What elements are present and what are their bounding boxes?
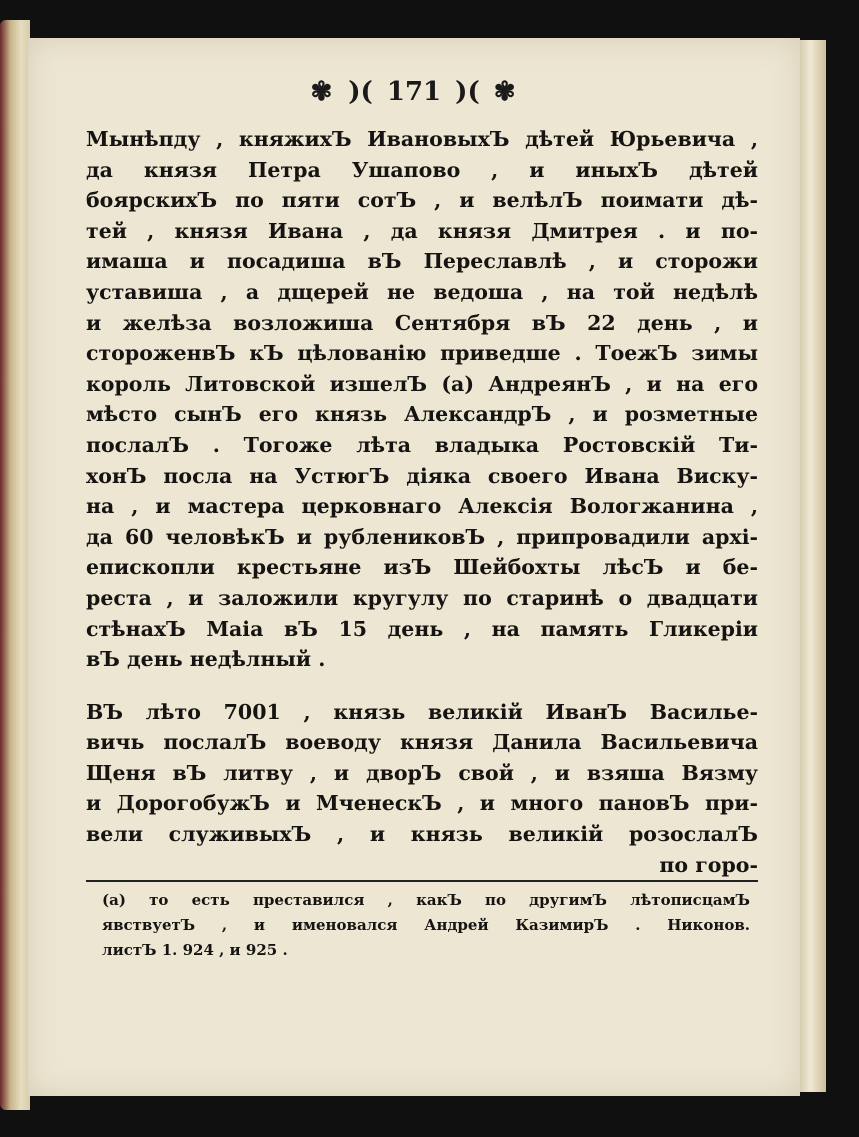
footnote-line: явствуетЪ , и именовался Андрей КазимирЪ . Никонов. [102,916,750,934]
book-page [28,38,800,1096]
text-line: боярскихЪ по пяти сотЪ , и велѣлЪ поимати дѣ- [86,188,758,213]
text-line: епископли крестьяне изЪ Шейбохты лѣсЪ и бе- [86,555,758,580]
page-fore-edge [800,40,826,1092]
page-number: 171 [386,77,442,107]
text-line: да 60 человѣкЪ и рублениковЪ , припровадили архі- [86,524,758,549]
main-text [86,124,758,880]
footnote-line: листЪ 1. 924 , и 925 . [102,941,288,959]
text-line: послалЪ . Тогоже лѣта владыка Ростовскій Ти- [86,432,758,457]
text-line: Щеня вЪ литву , и дворЪ свой , и взяша Вязму [86,760,758,785]
ornament-right-icon: ✾ [493,77,518,107]
text-line: тей , князя Ивана , да князя Дмитрея . и по- [86,218,758,243]
paragraph-1 [86,124,758,675]
text-line: вели служивыхЪ , и князь великій розослалЪ [86,822,758,847]
text-line: хонЪ посла на УстюгЪ діяка своего Ивана Виску- [86,463,758,488]
footnote-rule [86,880,758,882]
text-line: имаша и посадиша вЪ Переславлѣ , и сторожи [86,249,758,274]
paragraph-2 [86,697,758,881]
text-line: да князя Петра Ушапово , и иныхЪ дѣтей [86,157,758,182]
text-line: Мынѣпду , княжихЪ ИвановыхЪ дѣтей Юрьевича , [86,127,758,151]
paragraph-gap [86,675,758,697]
paren-left: )( [348,77,373,107]
text-line: король Литовской изшелЪ (а) АндреянЪ , и на его [86,371,758,396]
text-line: стороженвЪ кЪ цѣлованію приведше . ТоежЪ зимы [86,341,758,366]
paren-right: )( [455,77,480,107]
text-line: вЪ день недѣлный . [86,647,326,672]
text-line: вичь послалЪ воеводу князя Данила Васильевича [86,730,758,755]
text-line: и ДорогобужЪ и МченескЪ , и много пановЪ при- [86,791,758,816]
left-page-edge [0,20,30,1110]
text-line: реста , и заложили кругулу по старинѣ о двадцати [86,585,758,610]
catchword: по горо- [659,852,758,877]
text-line: уставиша , а дщерей не ведоша , на той недѣлѣ [86,279,758,304]
ornament-left-icon: ✾ [310,77,335,107]
text-line: стѣнахЪ Маіа вЪ 15 день , на память Гликеріи [86,616,758,641]
text-line: ВЪ лѣто 7001 , князь великій ИванЪ Василье- [86,699,758,724]
footnote [102,888,750,963]
text-line: на , и мастера церковнаго Алексія Вологжанина , [86,494,758,519]
page-header [28,72,800,112]
text-line: и желѣза возложиша Сентября вЪ 22 день , и [86,310,758,335]
footnote-line: (а) то есть преставился , какЪ по другимЪ лѣтописцамЪ [102,891,750,909]
text-line: мѣсто сынЪ его князь АлександрЪ , и розметные [86,402,758,427]
